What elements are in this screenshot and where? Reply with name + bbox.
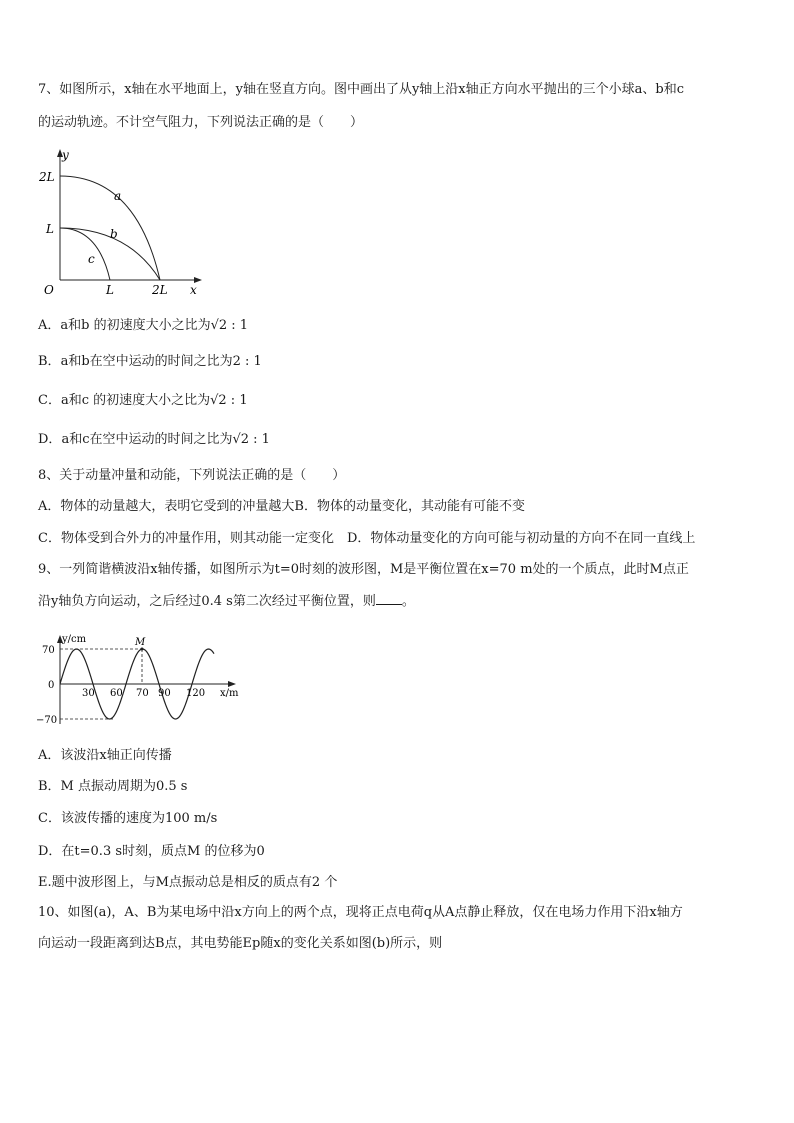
q7-option-b-text: a和b在空中运动的时间之比为 [60,354,233,369]
q7-option-c-text: a和c 的初速度大小之比为 [60,393,211,408]
q8-stem: 8、关于动量冲量和动能，下列说法正确的是（ ） [38,468,346,483]
q7-stem-line1: 7、如图所示，x轴在水平地面上，y轴在竖直方向。图中画出了从y轴上沿x轴正方向水平抛出的三个小球a、b和c [38,82,684,97]
q7-option-c-prefix: C． [38,393,61,408]
q7-origin-label: O [44,283,54,297]
q10-stem-line2: 向运动一段距离到达B点，其电势能Ep随x的变化关系如图(b)所示，则 [38,936,443,951]
q7-curve-c [60,228,110,280]
q7-option-a [38,316,248,336]
q7-option-b-prefix: B． [38,354,61,369]
q9-option-b: B．M 点振动周期为0.5 s [38,779,188,794]
q7-x-label: x [190,283,197,297]
q10-stem-line1: 10、如图(a)，A、B为某电场中沿x方向上的两个点，现将正点电荷q从A点静止释放，仅在电场力作用下沿x轴方 [38,905,683,920]
q9-x-label: x/m [220,688,239,699]
q9-y-label: y/cm [62,634,87,645]
q9-xtick-70: 70 [136,688,149,699]
q7-curve-c-label: c [88,252,95,266]
q9-option-d: D．在t=0.3 s时刻，质点M 的位移为0 [38,844,265,859]
q9-x-arrow [228,681,236,687]
q7-option-a-prefix: A． [38,318,61,333]
q7-option-a-text: a和b 的初速度大小之比为 [60,318,211,333]
q7-ytick-L: L [46,222,54,236]
q9-stem-line2-text: 沿y轴负方向运动，之后经过0.4 s第二次经过平衡位置，则 [38,594,376,609]
q7-option-c-ratio: √2 : 1 [210,393,248,408]
q7-stem-line2: 的运动轨迹。不计空气阻力，下列说法正确的是（ ） [38,115,364,130]
q7-xtick-L: L [106,283,114,297]
q9-wave-figure [34,632,246,728]
q9-option-c: C．该波传播的速度为100 m/s [38,811,218,826]
q9-xtick-120: 120 [186,688,206,699]
q7-option-d [38,430,270,450]
q9-option-e: E.题中波形图上，与M点振动总是相反的质点有2 个 [38,875,338,890]
q7-ytick-2L: 2L [39,170,55,184]
q7-curve-b-label: b [110,227,118,241]
q7-option-d-prefix: D． [38,432,62,447]
q9-ytick-0: 0 [48,680,55,691]
q9-M-label: M [135,637,146,648]
q7-option-a-ratio: √2 : 1 [210,318,249,333]
q7-option-d-ratio: √2 : 1 [232,432,270,447]
q7-trajectory-figure [36,146,211,298]
q7-curve-a-label: a [114,189,122,203]
q9-xtick-30: 30 [82,688,95,699]
q9-stem-end: 。 [401,594,415,609]
q9-stem-line1: 9、一列简谐横波沿x轴传播，如图所示为t=0时刻的波形图，M是平衡位置在x=70 m处的一个质点，此时M点正 [38,562,689,577]
q7-option-b-ratio: 2 : 1 [232,354,262,369]
q8-options-cd: C．物体受到合外力的冲量作用，则其动能一定变化 D．物体动量变化的方向可能与初动量的方向不在同一直线上 [38,531,696,546]
q7-option-b [38,352,262,372]
q7-xtick-2L: 2L [152,283,168,297]
q7-option-d-text: a和c在空中运动的时间之比为 [61,432,233,447]
q7-y-label: y [62,148,69,162]
q7-option-c [38,391,248,411]
q9-stem-line2 [38,592,415,612]
q9-xtick-60: 60 [110,688,123,699]
q9-option-a: A．该波沿x轴正向传播 [38,748,172,763]
q9-ytick-70: 70 [42,645,55,656]
q9-ytick-neg70: −70 [36,715,58,726]
q9-answer-blank [376,592,402,605]
q8-options-ab: A．物体的动量越大，表明它受到的冲量越大B．物体的动量变化，其动能有可能不变 [38,499,525,514]
q9-xtick-90: 90 [158,688,171,699]
